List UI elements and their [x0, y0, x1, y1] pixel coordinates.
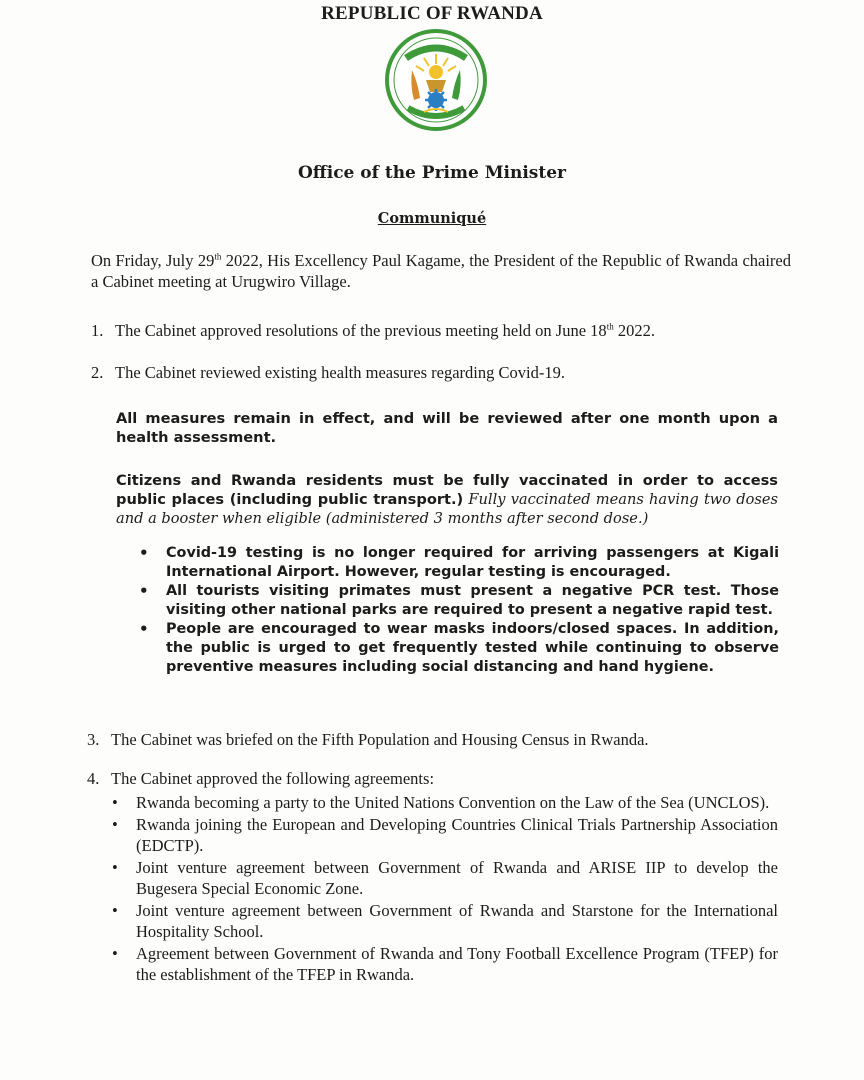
item-number: 1.: [91, 321, 104, 340]
item-1-text-end: 2022.: [613, 321, 655, 340]
item-3: [87, 729, 649, 750]
item-2-text: The Cabinet reviewed existing health measures regarding Covid-19.: [115, 363, 565, 382]
item-number: 4.: [87, 769, 100, 788]
item-4: [87, 768, 434, 789]
item-2: [91, 362, 565, 383]
list-item: • Agreement between Government of Rwanda and Tony Football Excellence Program (TFEP) for the establishment of the TFEP in Rwanda.: [110, 943, 778, 986]
document-type-heading: Communiqué: [377, 210, 487, 227]
country-heading: REPUBLIC OF RWANDA: [321, 3, 543, 24]
intro-text-end: 2022, His Excellency Paul Kagame, the President of the Republic of Rwanda chaired a Cabinet meeting at Urugwiro Village.: [91, 251, 791, 291]
list-item: • Rwanda joining the European and Developing Countries Clinical Trials Partnership Association (EDCTP).: [110, 814, 778, 857]
item-1: [91, 320, 655, 341]
list-item: • Joint venture agreement between Government of Rwanda and ARISE IIP to develop the Bugesera Special Economic Zone.: [110, 857, 778, 900]
vaccination-definition: Fully vaccinated means having two doses and a booster when eligible (administered 3 months after second dose.): [116, 491, 779, 527]
item-number: 3.: [87, 730, 100, 749]
item-1-text: The Cabinet approved resolutions of the previous meeting held on June 18: [115, 321, 607, 340]
intro-paragraph: [91, 250, 791, 292]
list-item: • Joint venture agreement between Government of Rwanda and Starstone for the International Hospitality School.: [110, 900, 778, 943]
covid-measures-list: [139, 544, 779, 677]
item-4-text: The Cabinet approved the following agreements:: [111, 769, 435, 788]
vaccination-requirement: Citizens and Rwanda residents must be fully vaccinated in order to access public places (including public transport.): [116, 472, 778, 508]
item-3-text: The Cabinet was briefed on the Fifth Population and Housing Census in Rwanda.: [111, 730, 649, 749]
intro-superscript: th: [214, 251, 222, 262]
list-item: • Covid-19 testing is no longer required for arriving passengers at Kigali International Airport. However, regular testing is encouraged.: [139, 544, 779, 582]
health-measures-paragraph: All measures remain in effect, and will be reviewed after one month upon a health assessment.: [116, 410, 778, 446]
list-item: • Rwanda becoming a party to the United Nations Convention on the Law of the Sea (UNCLOS).: [110, 792, 778, 814]
vaccination-paragraph: [116, 471, 778, 528]
office-heading: Office of the Prime Minister: [297, 163, 567, 183]
agreements-list: [110, 792, 778, 986]
list-item: • People are encouraged to wear masks indoors/closed spaces. In addition, the public is urged to get frequently tested while continuing to observe preventive measures including social distancing and hand hygiene.: [139, 620, 779, 677]
item-number: 2.: [91, 363, 104, 382]
item-1-superscript: th: [606, 321, 614, 332]
intro-text-start: On Friday, July 29: [91, 251, 215, 270]
rwanda-seal-icon: [384, 28, 488, 132]
list-item: • All tourists visiting primates must present a negative PCR test. Those visiting other national parks are required to present a negative rapid test.: [139, 582, 779, 620]
